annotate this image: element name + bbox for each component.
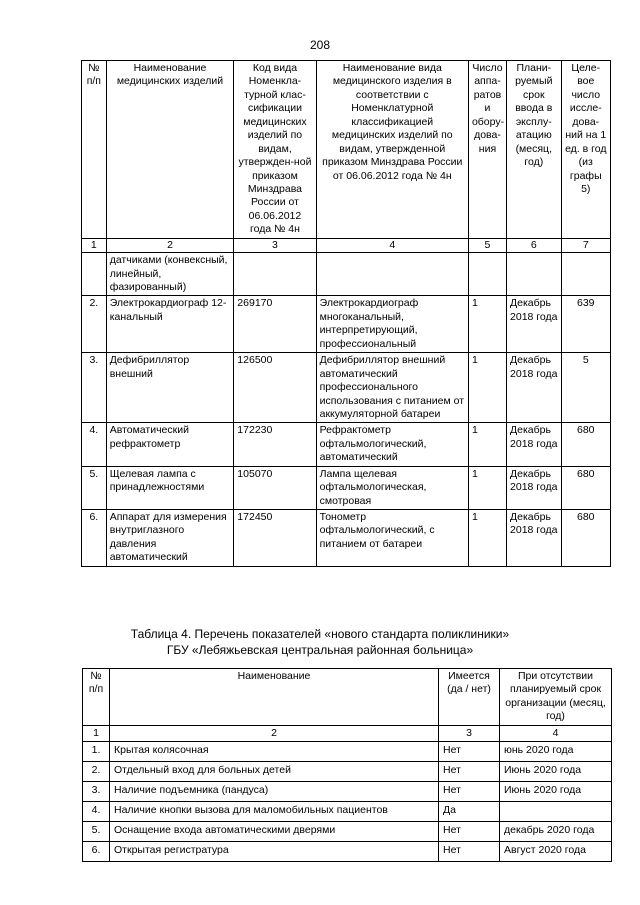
header-row	[83, 669, 612, 726]
table-row	[82, 253, 611, 296]
column-number: 6	[507, 238, 562, 252]
target-studies: 680	[561, 466, 610, 509]
column-number: 2	[106, 238, 234, 252]
device-count: 1	[468, 353, 506, 423]
availability: Нет	[439, 842, 500, 862]
availability: Нет	[439, 742, 500, 762]
nomenclature-code: 172450	[234, 510, 316, 567]
nomenclature-name: Рефрактометр офтальмологический, автоматический	[316, 423, 468, 466]
table-row	[82, 296, 611, 353]
header-cell: Код вида Номенкла-турной клас-сификации медицинских изделий по видам, утвержден-ной приказом Минздрава России от 06.06.2012 года № 4н	[234, 61, 316, 239]
header-cell: Наименование вида медицинского изделия в соответствии с Номенклатурной классификацией медицинских изделий по видам, утвержденной приказом Минздрава России от 06.06.2012 года № 4н	[316, 61, 468, 239]
table4-title-line: ГБУ «Лебяжьевская центральная районная больница»	[166, 643, 474, 658]
commissioning-date: Декабрь 2018 года	[507, 510, 562, 567]
table-row	[83, 742, 612, 762]
nomenclature-name: Электрокардиограф многоканальный, интерпретирующий, профессиональный	[316, 296, 468, 353]
nomenclature-name	[316, 253, 468, 296]
header-cell: Плани-руемый срок ввода в эксплу-атацию (месяц, год)	[507, 61, 562, 239]
table-row	[83, 762, 612, 782]
device-count: 1	[468, 296, 506, 353]
device-name: Автоматический рефрактометр	[106, 423, 234, 466]
header-cell: № п/п	[83, 669, 110, 726]
availability: Да	[439, 802, 500, 822]
column-number-row	[83, 725, 612, 741]
row-number: 4.	[83, 802, 110, 822]
target-studies	[561, 253, 610, 296]
standard-indicators-table	[82, 668, 612, 862]
table-row	[82, 466, 611, 509]
planned-date: юнь 2020 года	[500, 742, 612, 762]
row-number: 2.	[83, 762, 110, 782]
availability: Нет	[439, 822, 500, 842]
row-number: 4.	[82, 423, 107, 466]
nomenclature-name: Тонометр офтальмологический, с питанием от батареи	[316, 510, 468, 567]
header-cell: При отсутствии планируемый срок организации (месяц, год)	[500, 669, 612, 726]
nomenclature-code: 105070	[234, 466, 316, 509]
planned-date: Июнь 2020 года	[500, 782, 612, 802]
equipment-table	[81, 60, 611, 567]
indicator-name: Открытая регистратура	[110, 842, 439, 862]
column-number: 7	[561, 238, 610, 252]
row-number: 3.	[82, 353, 107, 423]
nomenclature-name: Дефибриллятор внешний автоматический профессионального использования с питанием от аккумуляторной батареи	[316, 353, 468, 423]
row-number: 2.	[82, 296, 107, 353]
column-number: 4	[500, 725, 612, 741]
table-row	[82, 423, 611, 466]
device-name: датчиками (конвексный, линейный, фазированный)	[106, 253, 234, 296]
indicator-name: Наличие кнопки вызова для маломобильных пациентов	[110, 802, 439, 822]
availability: Нет	[439, 762, 500, 782]
availability: Нет	[439, 782, 500, 802]
commissioning-date: Декабрь 2018 года	[507, 296, 562, 353]
device-count: 1	[468, 423, 506, 466]
indicator-name: Крытая колясочная	[110, 742, 439, 762]
device-name: Электрокардиограф 12-канальный	[106, 296, 234, 353]
target-studies: 680	[561, 423, 610, 466]
commissioning-date: Декабрь 2018 года	[507, 466, 562, 509]
indicator-name: Наличие подъемника (пандуса)	[110, 782, 439, 802]
row-number: 3.	[83, 782, 110, 802]
table-row	[83, 802, 612, 822]
header-cell: № п/п	[82, 61, 107, 239]
planned-date	[500, 802, 612, 822]
column-number: 1	[82, 238, 107, 252]
row-number: 6.	[82, 510, 107, 567]
header-cell: Число аппа-ратов и обору-дова-ния	[468, 61, 506, 239]
page-number: 208	[309, 38, 331, 52]
header-cell: Имеется (да / нет)	[439, 669, 500, 726]
nomenclature-code	[234, 253, 316, 296]
column-number: 3	[439, 725, 500, 741]
row-number: 1.	[83, 742, 110, 762]
column-number: 3	[234, 238, 316, 252]
row-number: 5.	[83, 822, 110, 842]
table-row	[83, 822, 612, 842]
table-row	[82, 353, 611, 423]
device-count: 1	[468, 466, 506, 509]
nomenclature-code: 126500	[234, 353, 316, 423]
table-row	[82, 510, 611, 567]
commissioning-date: Декабрь 2018 года	[507, 423, 562, 466]
device-count: 1	[468, 510, 506, 567]
row-number	[82, 253, 107, 296]
device-count	[468, 253, 506, 296]
device-name: Дефибриллятор внешний	[106, 353, 234, 423]
indicator-name: Отдельный вход для больных детей	[110, 762, 439, 782]
column-number: 5	[468, 238, 506, 252]
planned-date: Июнь 2020 года	[500, 762, 612, 782]
header-cell: Наименование медицинских изделий	[106, 61, 234, 239]
header-row	[82, 61, 611, 239]
commissioning-date	[507, 253, 562, 296]
table-row	[83, 842, 612, 862]
column-number: 1	[83, 725, 110, 741]
column-number: 2	[110, 725, 439, 741]
target-studies: 680	[561, 510, 610, 567]
row-number: 6.	[83, 842, 110, 862]
nomenclature-code: 172230	[234, 423, 316, 466]
table-row	[83, 782, 612, 802]
row-number: 5.	[82, 466, 107, 509]
column-number: 4	[316, 238, 468, 252]
header-cell: Наименование	[110, 669, 439, 726]
planned-date: декабрь 2020 года	[500, 822, 612, 842]
planned-date: Август 2020 года	[500, 842, 612, 862]
device-name: Аппарат для измерения внутриглазного давления автоматический	[106, 510, 234, 567]
target-studies: 5	[561, 353, 610, 423]
commissioning-date: Декабрь 2018 года	[507, 353, 562, 423]
column-number-row	[82, 238, 611, 252]
nomenclature-code: 269170	[234, 296, 316, 353]
target-studies: 639	[561, 296, 610, 353]
device-name: Щелевая лампа с принадлежностями	[106, 466, 234, 509]
header-cell: Целе-вое число иссле-дова-ний на 1 ед. в год (из графы 5)	[561, 61, 610, 239]
table4-title-line: Таблица 4. Перечень показателей «нового стандарта поликлиники»	[130, 627, 510, 641]
indicator-name: Оснащение входа автоматическими дверями	[110, 822, 439, 842]
table4-title	[0, 626, 640, 658]
nomenclature-name: Лампа щелевая офтальмологическая, смотровая	[316, 466, 468, 509]
